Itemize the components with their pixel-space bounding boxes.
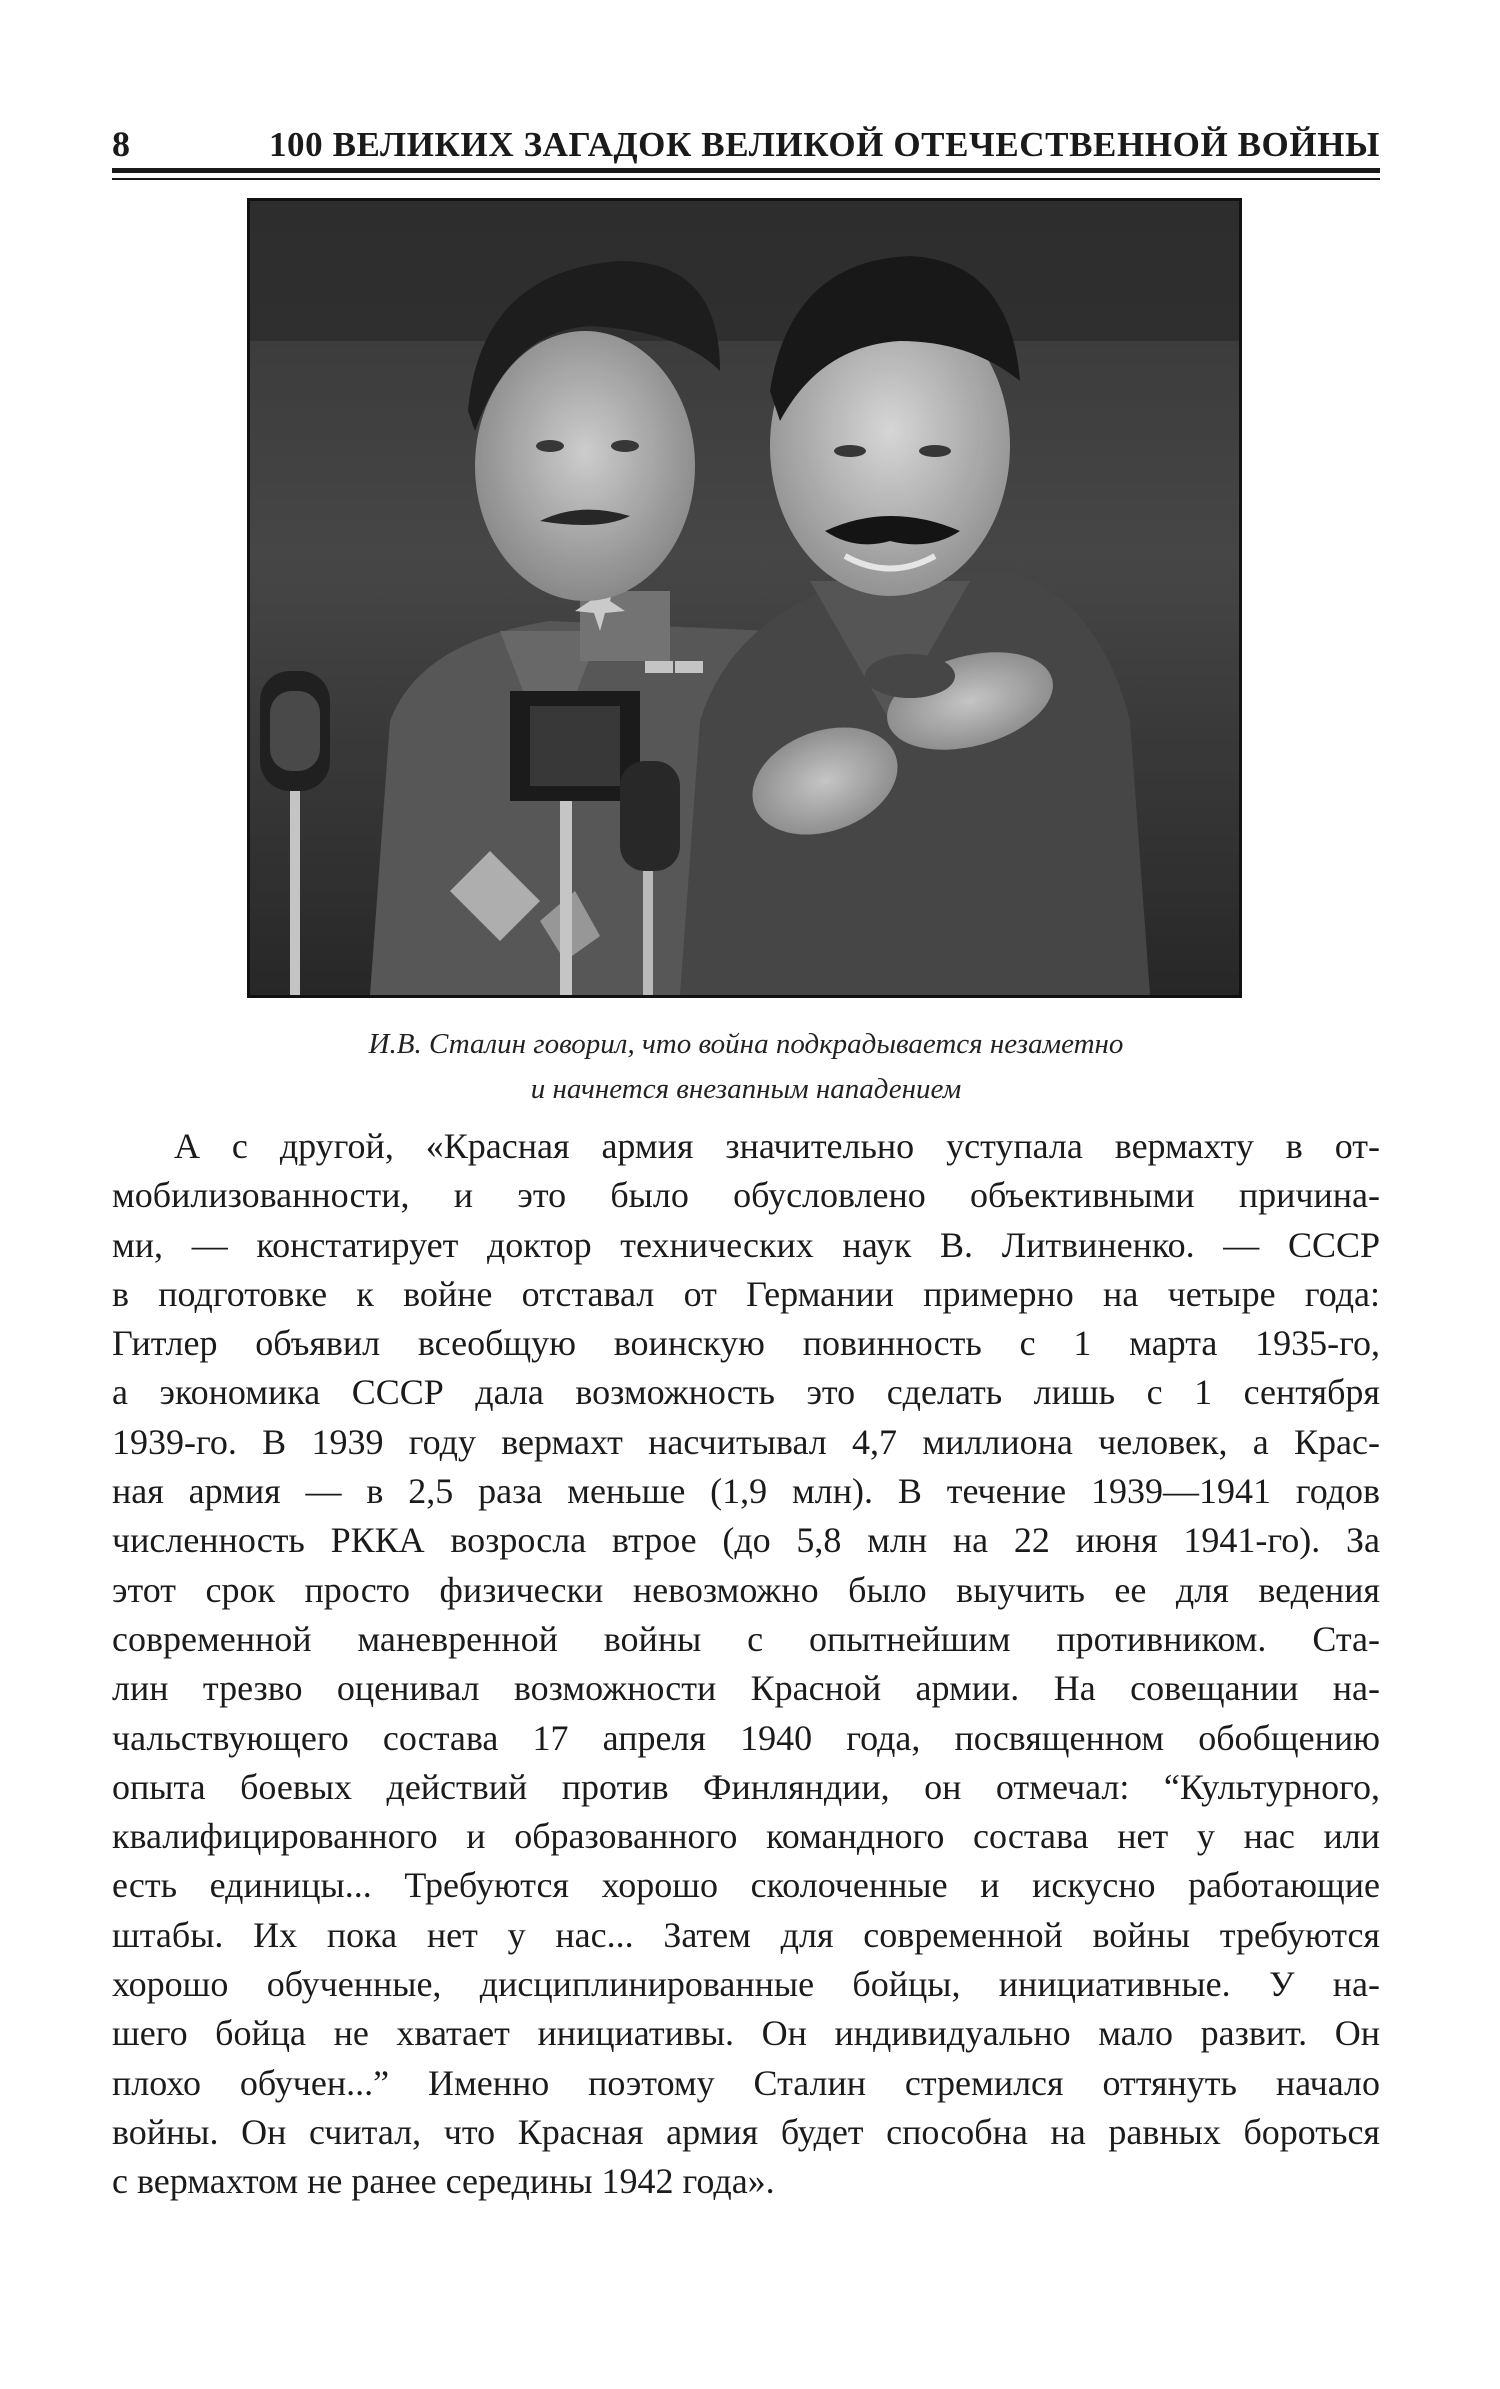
caption-line: и начнется внезапным нападением (530, 1073, 962, 1105)
text-line: ная армия — в 2,5 раза меньше (1,9 млн). В течение 1939—1941 годов (112, 1471, 1380, 1512)
text-line: чальствующего состава 17 апреля 1940 года, посвященном обобщению (112, 1717, 1380, 1758)
text-line: лин трезво оценивал возможности Красной армии. На совещании на- (112, 1668, 1380, 1709)
photo-caption (112, 1022, 1380, 1112)
photograph-icon (250, 201, 1239, 995)
text-line: штабы. Их пока нет у нас... Затем для современной войны требуются (112, 1914, 1380, 1955)
text-line: квалифицированного и образованного командного состава нет у нас или (112, 1816, 1380, 1857)
text-line: этот срок просто физически невозможно было выучить ее для ведения (112, 1569, 1380, 1610)
text-line: мобилизованности, и это было обусловлено объективными причина- (112, 1175, 1380, 1216)
text-line: с вермахтом не ранее середины 1942 года». (112, 2161, 775, 2202)
body-paragraph (112, 1122, 1380, 2207)
text-line: современной маневренной войны с опытнейшим противником. Ста- (112, 1618, 1380, 1659)
text-line: ми, — констатирует доктор технических наук В. Литвиненко. — СССР (112, 1224, 1380, 1265)
header-rule-thin (112, 178, 1380, 180)
running-title: 100 ВЕЛИКИХ ЗАГАДОК ВЕЛИКОЙ ОТЕЧЕСТВЕННОЙ ВОЙНЫ (268, 125, 1380, 164)
text-line: войны. Он считал, что Красная армия будет способна на равных бороться (112, 2111, 1380, 2152)
caption-line: И.В. Сталин говорил, что война подкрадывается незаметно (368, 1028, 1124, 1060)
text-line: 1939-го. В 1939 году вермахт насчитывал 4,7 миллиона человек, а Крас- (112, 1421, 1380, 1462)
text-line: Гитлер объявил всеобщую воинскую повинность с 1 марта 1935-го, (112, 1323, 1380, 1364)
page-number: 8 (112, 124, 130, 164)
text-line: численность РККА возросла втрое (до 5,8 млн на 22 июня 1941-го). За (112, 1520, 1380, 1561)
text-line: в подготовке к войне отставал от Германии примерно на четыре года: (112, 1273, 1380, 1314)
text-line: А с другой, «Красная армия значительно уступала вермахту в от- (174, 1126, 1380, 1166)
text-line: шего бойца не хватает инициативы. Он индивидуально мало развит. Он (112, 2013, 1380, 2054)
text-line: есть единицы... Требуются хорошо сколоченные и искусно работающие (112, 1865, 1380, 1906)
text-line: плохо обучен...” Именно поэтому Сталин стремился оттянуть начало (112, 2062, 1380, 2103)
header-rule-thick (112, 168, 1380, 173)
text-line: опыта боевых действий против Финляндии, он отмечал: “Культурного, (112, 1766, 1380, 1807)
photograph (247, 198, 1242, 998)
text-line: а экономика СССР дала возможность это сделать лишь с 1 сентября (112, 1372, 1380, 1413)
text-line: хорошо обученные, дисциплинированные бойцы, инициативные. У на- (112, 1964, 1380, 2005)
running-header (112, 112, 1380, 162)
